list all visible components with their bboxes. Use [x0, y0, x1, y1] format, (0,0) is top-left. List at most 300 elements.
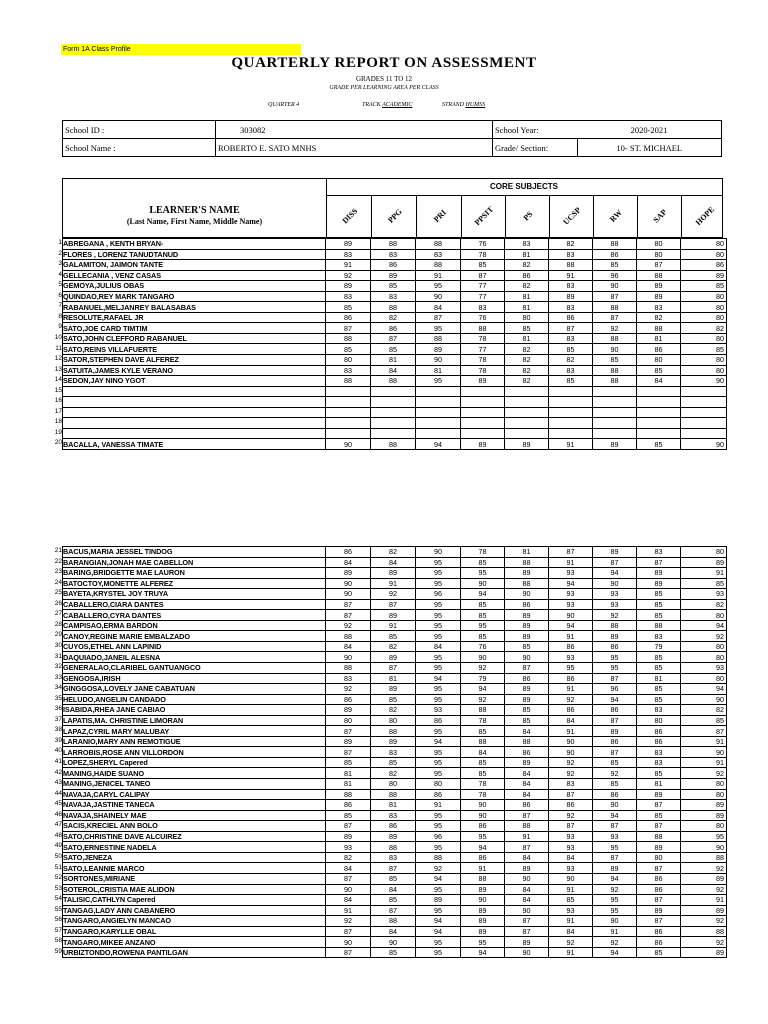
grade-ppg: 87: [371, 599, 416, 610]
grade-diss: 83: [326, 673, 371, 684]
grade-rw: 88: [593, 333, 637, 344]
subject-header-ppg: [371, 195, 417, 237]
student-name: QUINDAO,REY MARK TANGARO: [63, 291, 326, 302]
grade-diss: 90: [326, 937, 371, 948]
grade-pri: 95: [416, 747, 461, 758]
grade-ppg: 81: [371, 355, 416, 366]
grade-ps: 90: [505, 905, 549, 916]
grade-ps: 90: [505, 589, 549, 600]
row-number: 31: [54, 652, 62, 660]
grade-ppg: 82: [371, 641, 416, 652]
strand-value: HUMSS: [465, 102, 486, 108]
grade-ppsit: 90: [461, 810, 505, 821]
student-name: SORTONES,MIRIANE: [63, 873, 326, 884]
grade-diss: 82: [326, 852, 371, 863]
row-number: 17: [54, 407, 62, 415]
grade-ucsp: 91: [549, 947, 593, 958]
grade-sap: 86: [637, 884, 681, 895]
grade-ppg: [371, 386, 416, 397]
grade-sap: 87: [637, 260, 681, 271]
school-name-value: ROBERTO E. SATO MNHS: [216, 139, 493, 157]
grade-pri: 80: [416, 779, 461, 790]
grade-rw: 94: [593, 810, 637, 821]
grade-ppsit: 91: [461, 863, 505, 874]
grade-sap: 82: [637, 312, 681, 323]
student-row: [63, 557, 727, 568]
subject-header-rw: [593, 195, 638, 237]
student-row: [63, 736, 727, 747]
grade-rw: 89: [593, 863, 637, 874]
student-name: NAVAJA,JASTINE TANECA: [63, 800, 326, 811]
grade-pri: 95: [416, 726, 461, 737]
student-name: SATOR,STEPHEN DAVE ALFEREZ: [63, 355, 326, 366]
grade-sap: 83: [637, 631, 681, 642]
row-number: 42: [54, 768, 62, 776]
grade-diss: 89: [326, 705, 371, 716]
grade-rw: 95: [593, 663, 637, 674]
grade-sap: 85: [637, 652, 681, 663]
grade-ps: 81: [505, 249, 549, 260]
grade-hope: 95: [681, 831, 727, 842]
grade-hope: 94: [681, 684, 727, 695]
grade-pri: 95: [416, 947, 461, 958]
student-row: [63, 568, 727, 579]
row-number: 35: [54, 694, 62, 702]
grade-ppg: 83: [371, 852, 416, 863]
grade-rw: 92: [593, 884, 637, 895]
student-row: [63, 407, 727, 418]
grade-diss: [326, 386, 371, 397]
student-name: TANGAG,LADY ANN CABANERO: [63, 905, 326, 916]
grade-pri: 90: [416, 291, 461, 302]
grade-ppg: [371, 407, 416, 418]
student-name: HELUDO,ANGELIN CANDADO: [63, 694, 326, 705]
grade-sap: 83: [637, 705, 681, 716]
grade-ps: 85: [505, 641, 549, 652]
grade-sap: 80: [637, 249, 681, 260]
student-name: SATO,REINS VILLAFUERTE: [63, 344, 326, 355]
grade-pri: 95: [416, 757, 461, 768]
grade-sap: 86: [637, 926, 681, 937]
grade-ucsp: 90: [549, 873, 593, 884]
student-name: DAQUIADO,JANEIL ALESNA: [63, 652, 326, 663]
grade-sap: 87: [637, 863, 681, 874]
row-number: 15: [54, 386, 62, 394]
student-name: MANING,HAIDE SUANO: [63, 768, 326, 779]
grade-ps: 82: [505, 260, 549, 271]
grade-ps: 87: [505, 916, 549, 927]
grade-sap: 87: [637, 800, 681, 811]
student-name: BACUS,MARIA JESSEL TINDOG: [63, 547, 326, 558]
student-row: [63, 631, 727, 642]
grade-ppsit: 88: [461, 705, 505, 716]
row-number: 40: [54, 747, 62, 755]
grade-hope: 89: [681, 947, 727, 958]
grade-hope: [681, 386, 727, 397]
grade-diss: 80: [326, 715, 371, 726]
grade-diss: 91: [326, 260, 371, 271]
student-name: SOTEROL,CRISTIA MAE ALIDON: [63, 884, 326, 895]
grade-diss: 92: [326, 916, 371, 927]
student-row: [63, 873, 727, 884]
grade-pri: 95: [416, 568, 461, 579]
grade-ps: 89: [505, 620, 549, 631]
grade-diss: 92: [326, 684, 371, 695]
grade-hope: 88: [681, 852, 727, 863]
grade-hope: 93: [681, 663, 727, 674]
grade-ps: [505, 407, 549, 418]
grade-ps: 84: [505, 726, 549, 737]
grade-pri: [416, 397, 461, 408]
grade-ppsit: 78: [461, 333, 505, 344]
row-number: 38: [54, 726, 62, 734]
grade-rw: 92: [593, 610, 637, 621]
grade-ppg: 86: [371, 260, 416, 271]
student-name: ISABIDA,RHEA JANE CABIAO: [63, 705, 326, 716]
grade-ppsit: 79: [461, 673, 505, 684]
student-row: [63, 547, 727, 558]
grade-ps: 86: [505, 800, 549, 811]
student-name: LOPEZ,SHERYL Capered: [63, 757, 326, 768]
grade-hope: 87: [681, 726, 727, 737]
grade-rw: 87: [593, 715, 637, 726]
student-row: [63, 344, 727, 355]
grade-diss: 87: [326, 873, 371, 884]
grade-sap: 80: [637, 715, 681, 726]
grade-ps: [505, 428, 549, 439]
grade-pri: 95: [416, 684, 461, 695]
grade-ucsp: 85: [549, 344, 593, 355]
grade-ps: 89: [505, 439, 549, 450]
grade-diss: 89: [326, 736, 371, 747]
grade-pri: 94: [416, 736, 461, 747]
student-row: [63, 947, 727, 958]
grade-pri: 89: [416, 895, 461, 906]
grade-ps: 89: [505, 568, 549, 579]
grade-sap: 86: [637, 873, 681, 884]
grade-sap: 89: [637, 842, 681, 853]
student-name: [63, 428, 326, 439]
grade-ppsit: 85: [461, 557, 505, 568]
grade-hope: [681, 397, 727, 408]
student-name: SATO,ERNESTINE NADELA: [63, 842, 326, 853]
grade-ppg: 82: [371, 547, 416, 558]
student-name: CUYOS,ETHEL ANN LAPINID: [63, 641, 326, 652]
student-name: NAVAJA,SHAINELY MAE: [63, 810, 326, 821]
grade-sap: 88: [637, 620, 681, 631]
subject-header-label: SAP: [651, 207, 669, 225]
grade-ppsit: 85: [461, 726, 505, 737]
row-number: 49: [54, 842, 62, 850]
grade-rw: [593, 386, 637, 397]
student-name: [63, 397, 326, 408]
grade-ps: 85: [505, 715, 549, 726]
student-row: [63, 673, 727, 684]
grade-hope: 80: [681, 789, 727, 800]
grade-ps: 87: [505, 926, 549, 937]
grade-ppg: 83: [371, 810, 416, 821]
grade-pri: [416, 407, 461, 418]
student-row: [63, 842, 727, 853]
student-name: CABALLERO,CIARA DANTES: [63, 599, 326, 610]
grade-ppsit: 78: [461, 249, 505, 260]
student-row: [63, 239, 727, 250]
student-row: [63, 757, 727, 768]
track-field: [362, 102, 412, 108]
grade-sap: 89: [637, 281, 681, 292]
grade-ps: [505, 386, 549, 397]
grade-ps: 88: [505, 578, 549, 589]
student-name: GEMOYA,JULIUS OBAS: [63, 281, 326, 292]
grade-hope: 92: [681, 884, 727, 895]
student-row: [63, 312, 727, 323]
grade-pri: [416, 428, 461, 439]
grade-ppg: 85: [371, 281, 416, 292]
grade-ps: 84: [505, 779, 549, 790]
student-row: [63, 810, 727, 821]
grade-rw: 85: [593, 779, 637, 790]
student-name: FLORES , LORENZ TANUDTANUD: [63, 249, 326, 260]
row-number: 48: [54, 831, 62, 839]
grade-sap: 87: [637, 557, 681, 568]
grade-ppsit: 76: [461, 239, 505, 250]
grade-ppsit: [461, 386, 505, 397]
subject-header-ucsp: [549, 195, 594, 237]
grade-ucsp: 84: [549, 852, 593, 863]
row-number: 16: [54, 397, 62, 405]
grade-ppsit: 89: [461, 926, 505, 937]
student-name: CAMPISAO,ERMA BARDON: [63, 620, 326, 631]
grade-ucsp: 93: [549, 905, 593, 916]
grade-ps: 82: [505, 281, 549, 292]
student-name: RABANUEL,MELJANREY BALASABAS: [63, 302, 326, 313]
grade-ps: 84: [505, 789, 549, 800]
grade-ps: 89: [505, 863, 549, 874]
student-name: BACALLA, VANESSA TIMATE: [63, 439, 326, 450]
subject-header-diss: [326, 195, 372, 237]
grade-sap: 86: [637, 736, 681, 747]
grade-diss: 83: [326, 249, 371, 260]
grade-ppsit: 88: [461, 323, 505, 334]
grade-hope: 91: [681, 736, 727, 747]
row-number: 41: [54, 758, 62, 765]
student-name: BAYETA,KRYSTEL JOY TRUYA: [63, 589, 326, 600]
grade-pri: 95: [416, 323, 461, 334]
grade-ppg: 87: [371, 663, 416, 674]
grade-hope: 82: [681, 323, 727, 334]
grade-sap: 79: [637, 641, 681, 652]
row-number: 33: [54, 673, 62, 681]
grade-ps: 85: [505, 705, 549, 716]
grade-rw: 92: [593, 937, 637, 948]
grade-hope: 85: [681, 578, 727, 589]
grade-rw: 87: [593, 673, 637, 684]
grade-ucsp: 90: [549, 610, 593, 621]
grade-sap: [637, 428, 681, 439]
grade-diss: 81: [326, 779, 371, 790]
student-row: [63, 852, 727, 863]
student-row: [63, 620, 727, 631]
grade-ppg: [371, 397, 416, 408]
grade-pri: 90: [416, 355, 461, 366]
grade-ucsp: 87: [549, 789, 593, 800]
grade-sap: 87: [637, 916, 681, 927]
grade-ps: 87: [505, 663, 549, 674]
grade-pri: 84: [416, 641, 461, 652]
grade-sap: 88: [637, 270, 681, 281]
grade-pri: [416, 386, 461, 397]
grade-ucsp: 93: [549, 842, 593, 853]
grade-ppsit: 78: [461, 715, 505, 726]
student-name: TANGARO,KARYLLE OBAL: [63, 926, 326, 937]
grade-hope: [681, 428, 727, 439]
row-number: 27: [54, 610, 62, 618]
grade-ppg: 87: [371, 905, 416, 916]
grade-ps: 85: [505, 323, 549, 334]
grade-pri: 95: [416, 663, 461, 674]
row-number: 2: [58, 249, 62, 257]
grade-hope: 90: [681, 376, 727, 387]
grade-pri: 95: [416, 652, 461, 663]
grade-diss: 87: [326, 926, 371, 937]
grade-rw: 86: [593, 249, 637, 260]
row-number: 37: [54, 715, 62, 723]
grade-sap: 84: [637, 376, 681, 387]
grade-hope: 82: [681, 599, 727, 610]
grade-hope: 80: [681, 302, 727, 313]
grade-rw: 87: [593, 821, 637, 832]
grade-ppg: 84: [371, 926, 416, 937]
grade-rw: 87: [593, 747, 637, 758]
grade-rw: 94: [593, 873, 637, 884]
subject-header-ps: [505, 195, 550, 237]
grade-sap: 89: [637, 578, 681, 589]
student-row: [63, 768, 727, 779]
grade-diss: 88: [326, 663, 371, 674]
grade-rw: 88: [593, 365, 637, 376]
grade-ps: 88: [505, 821, 549, 832]
grade-ppg: 82: [371, 705, 416, 716]
grade-rw: 88: [593, 620, 637, 631]
grade-diss: 89: [326, 239, 371, 250]
grade-hope: [681, 407, 727, 418]
grade-rw: 95: [593, 895, 637, 906]
grade-ps: 84: [505, 895, 549, 906]
grade-ppg: 88: [371, 302, 416, 313]
grade-ucsp: 89: [549, 291, 593, 302]
grade-hope: 80: [681, 641, 727, 652]
row-number: 11: [55, 344, 62, 352]
grade-ps: 81: [505, 302, 549, 313]
grade-ppsit: 77: [461, 291, 505, 302]
grade-pri: 83: [416, 249, 461, 260]
school-name-label: School Name :: [63, 139, 216, 157]
row-number: 45: [54, 800, 62, 808]
grade-ppsit: 87: [461, 270, 505, 281]
student-name: TANGARO,ANGIELYN MANCAO: [63, 916, 326, 927]
grade-pri: 96: [416, 831, 461, 842]
grade-ucsp: 88: [549, 260, 593, 271]
grade-sap: 83: [637, 757, 681, 768]
grade-ucsp: 92: [549, 768, 593, 779]
grade-ppsit: 94: [461, 947, 505, 958]
grade-ppg: 90: [371, 937, 416, 948]
grade-hope: 85: [681, 344, 727, 355]
grade-pri: 95: [416, 884, 461, 895]
grade-ppg: 85: [371, 947, 416, 958]
student-name: LAPAZ,CYRIL MARY MALUBAY: [63, 726, 326, 737]
subject-header-label: PRI: [431, 207, 448, 225]
grade-pri: 88: [416, 239, 461, 250]
grades-label: GRADES 11 TO 12: [355, 75, 413, 83]
grade-hope: 80: [681, 652, 727, 663]
grade-hope: 85: [681, 281, 727, 292]
grade-ppsit: 89: [461, 376, 505, 387]
form-label: Form 1A Class Profile: [61, 44, 301, 55]
row-number: 26: [54, 599, 62, 607]
grade-sap: 85: [637, 768, 681, 779]
row-number: 46: [54, 810, 62, 818]
grade-ppg: 85: [371, 757, 416, 768]
school-year-label: School Year:: [493, 121, 578, 139]
grade-pri: 95: [416, 768, 461, 779]
grade-ucsp: 91: [549, 270, 593, 281]
row-number: 24: [54, 578, 62, 586]
grade-ppsit: 85: [461, 610, 505, 621]
subject-header-label: UCSP: [561, 205, 583, 227]
grade-sap: 85: [637, 694, 681, 705]
grade-pri: 95: [416, 281, 461, 292]
grade-rw: [593, 407, 637, 418]
grade-pri: 84: [416, 302, 461, 313]
grade-hope: 89: [681, 270, 727, 281]
student-row: [63, 270, 727, 281]
student-name: LAPATIS,MA. CHRISTINE LIMORAN: [63, 715, 326, 726]
grade-hope: 88: [681, 926, 727, 937]
grade-rw: 87: [593, 852, 637, 863]
grade-ps: 86: [505, 673, 549, 684]
grade-ppg: 82: [371, 768, 416, 779]
grade-pri: 94: [416, 916, 461, 927]
grade-ps: 89: [505, 684, 549, 695]
student-name: GELLECANIA , VENZ CASAS: [63, 270, 326, 281]
row-number: 50: [54, 852, 62, 860]
grade-sap: 85: [637, 663, 681, 674]
grade-sap: 83: [637, 547, 681, 558]
grade-rw: 94: [593, 694, 637, 705]
grade-hope: 94: [681, 620, 727, 631]
grade-diss: 88: [326, 333, 371, 344]
student-name: ABREGANA , KENTH BRYAN-: [63, 239, 326, 250]
grade-ucsp: 87: [549, 547, 593, 558]
student-row: [63, 376, 727, 387]
grade-ppg: 84: [371, 884, 416, 895]
grade-rw: 93: [593, 589, 637, 600]
grade-pri: 94: [416, 439, 461, 450]
grade-sap: 81: [637, 673, 681, 684]
grade-rw: 90: [593, 281, 637, 292]
grade-hope: 89: [681, 873, 727, 884]
grade-diss: 87: [326, 747, 371, 758]
grade-pri: 95: [416, 578, 461, 589]
grade-hope: 92: [681, 768, 727, 779]
row-number: 21: [54, 547, 62, 554]
grade-ucsp: 86: [549, 705, 593, 716]
student-row: [63, 937, 727, 948]
grade-ucsp: 86: [549, 800, 593, 811]
grade-pri: 93: [416, 705, 461, 716]
grade-rw: 85: [593, 260, 637, 271]
